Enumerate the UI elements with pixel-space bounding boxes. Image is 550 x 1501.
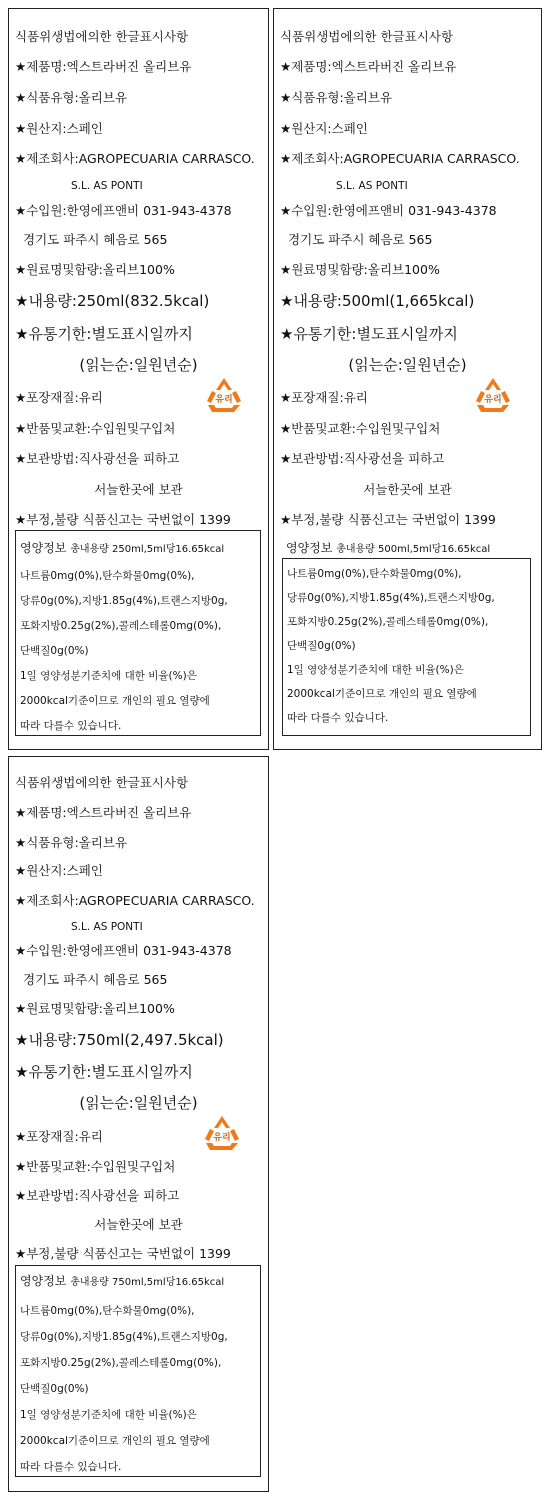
nutrition-line: 당류0g(0%),지방1.85g(4%),트랜스지방0g, bbox=[287, 592, 495, 604]
recycle-glass-icon bbox=[470, 375, 516, 415]
manufacturer-line2: S.L. AS PONTI bbox=[336, 180, 408, 192]
expiry: ★유통기한:별도표시일까지 bbox=[15, 1063, 193, 1081]
address: 경기도 파주시 혜음로 565 bbox=[23, 232, 168, 247]
address: 경기도 파주시 혜음로 565 bbox=[288, 232, 433, 247]
product-name: ★제품명:엑스트라버진 올리브유 bbox=[15, 805, 192, 820]
food-type: ★식품유형:올리브유 bbox=[15, 90, 128, 105]
origin: ★원산지:스페인 bbox=[15, 121, 103, 136]
packaging: ★포장재질:유리 bbox=[280, 390, 368, 405]
report-line: ★부정,불량 식품신고는 국번없이 1399 bbox=[280, 512, 496, 527]
recycle-text: 유리 bbox=[215, 395, 233, 405]
nutrition-line: 나트륨0mg(0%),탄수화물0mg(0%), bbox=[20, 570, 195, 582]
nutrition-box bbox=[15, 530, 261, 736]
nutrition-line: 단백질0g(0%) bbox=[20, 1383, 89, 1395]
food-type: ★식품유형:올리브유 bbox=[280, 90, 393, 105]
manufacturer: ★제조회사:AGROPECUARIA CARRASCO. bbox=[15, 151, 255, 166]
nutrition-line: 2000kcal기준이므로 개인의 필요 열량에 bbox=[20, 1435, 210, 1447]
nutrition-total: 총내용량 750ml,5ml당16.65kcal bbox=[70, 1277, 225, 1288]
expiry-note: (읽는순:일원년순) bbox=[348, 356, 467, 374]
label-750ml bbox=[8, 756, 269, 1492]
nutrition-header bbox=[20, 541, 224, 557]
nutrition-header bbox=[20, 1274, 224, 1290]
label-header: 식품위생법에의한 한글표시사항 bbox=[15, 29, 189, 44]
nutrition-line: 1일 영양성분기준치에 대한 비율(%)은 bbox=[287, 664, 464, 676]
nutrition-title: 영양정보 bbox=[20, 1274, 67, 1288]
storage: ★보관방법:직사광선을 피하고 bbox=[15, 451, 180, 466]
nutrition-line: 단백질0g(0%) bbox=[287, 640, 356, 652]
nutrition-line: 따라 다를수 있습니다. bbox=[287, 712, 389, 724]
label-header: 식품위생법에의한 한글표시사항 bbox=[280, 29, 454, 44]
nutrition-line: 따라 다를수 있습니다. bbox=[20, 1461, 122, 1473]
nutrition-line: 1일 영양성분기준치에 대한 비율(%)은 bbox=[20, 1409, 197, 1421]
nutrition-line: 따라 다를수 있습니다. bbox=[20, 720, 122, 732]
storage-line2: 서늘한곳에 보관 bbox=[363, 482, 452, 497]
importer: ★수입원:한영에프앤비 031-943-4378 bbox=[15, 203, 232, 218]
nutrition-line: 2000kcal기준이므로 개인의 필요 열량에 bbox=[287, 688, 477, 700]
expiry-note: (읽는순:일원년순) bbox=[79, 356, 198, 374]
nutrition-header bbox=[286, 539, 490, 556]
manufacturer-line2: S.L. AS PONTI bbox=[71, 180, 143, 192]
expiry-note: (읽는순:일원년순) bbox=[79, 1094, 198, 1112]
nutrition-line: 당류0g(0%),지방1.85g(4%),트랜스지방0g, bbox=[20, 595, 228, 607]
nutrition-line: 나트륨0mg(0%),탄수화물0mg(0%), bbox=[20, 1305, 195, 1317]
manufacturer-line2: S.L. AS PONTI bbox=[71, 921, 143, 933]
expiry: ★유통기한:별도표시일까지 bbox=[15, 325, 193, 343]
nutrition-title: 영양정보 bbox=[286, 541, 333, 555]
packaging: ★포장재질:유리 bbox=[15, 1129, 103, 1144]
origin: ★원산지:스페인 bbox=[15, 863, 103, 878]
recycle-text: 유리 bbox=[484, 395, 502, 405]
exchange: ★반품및교환:수입원및구입처 bbox=[15, 1159, 176, 1174]
nutrition-line: 단백질0g(0%) bbox=[20, 645, 89, 657]
nutrition-line: 나트륨0mg(0%),탄수화물0mg(0%), bbox=[287, 568, 462, 580]
nutrition-box bbox=[282, 558, 531, 736]
nutrition-line: 2000kcal기준이므로 개인의 필요 열량에 bbox=[20, 695, 210, 707]
exchange: ★반품및교환:수입원및구입처 bbox=[280, 421, 441, 436]
report-line: ★부정,불량 식품신고는 국번없이 1399 bbox=[15, 512, 231, 527]
importer: ★수입원:한영에프앤비 031-943-4378 bbox=[15, 943, 232, 958]
report-line: ★부정,불량 식품신고는 국번없이 1399 bbox=[15, 1246, 231, 1261]
expiry: ★유통기한:별도표시일까지 bbox=[280, 325, 458, 343]
nutrition-box bbox=[15, 1265, 261, 1477]
nutrition-total: 총내용량 250ml,5ml당16.65kcal bbox=[70, 544, 225, 555]
label-500ml bbox=[273, 8, 542, 750]
manufacturer: ★제조회사:AGROPECUARIA CARRASCO. bbox=[15, 893, 255, 908]
nutrition-title: 영양정보 bbox=[20, 541, 67, 555]
ingredients: ★원료명및함량:올리브100% bbox=[15, 262, 175, 277]
packaging: ★포장재질:유리 bbox=[15, 390, 103, 405]
manufacturer: ★제조회사:AGROPECUARIA CARRASCO. bbox=[280, 151, 520, 166]
storage-line2: 서늘한곳에 보관 bbox=[94, 482, 183, 497]
volume: ★내용량:250ml(832.5kcal) bbox=[15, 292, 210, 310]
label-header: 식품위생법에의한 한글표시사항 bbox=[15, 775, 189, 790]
volume: ★내용량:750ml(2,497.5kcal) bbox=[15, 1031, 224, 1049]
nutrition-line: 포화지방0.25g(2%),콜레스테롤0mg(0%), bbox=[287, 616, 489, 628]
nutrition-line: 포화지방0.25g(2%),콜레스테롤0mg(0%), bbox=[20, 1357, 222, 1369]
importer: ★수입원:한영에프앤비 031-943-4378 bbox=[280, 203, 497, 218]
nutrition-line: 당류0g(0%),지방1.85g(4%),트랜스지방0g, bbox=[20, 1331, 228, 1343]
storage-line2: 서늘한곳에 보관 bbox=[94, 1217, 183, 1232]
nutrition-line: 1일 영양성분기준치에 대한 비율(%)은 bbox=[20, 670, 197, 682]
volume: ★내용량:500ml(1,665kcal) bbox=[280, 292, 475, 310]
recycle-text: 유리 bbox=[213, 1133, 231, 1143]
food-type: ★식품유형:올리브유 bbox=[15, 835, 128, 850]
address: 경기도 파주시 혜음로 565 bbox=[23, 972, 168, 987]
product-name: ★제품명:엑스트라버진 올리브유 bbox=[280, 59, 457, 74]
ingredients: ★원료명및함량:올리브100% bbox=[15, 1001, 175, 1016]
label-250ml bbox=[8, 8, 269, 750]
nutrition-total: 총내용량 500ml,5ml당16.65kcal bbox=[336, 544, 491, 555]
exchange: ★반품및교환:수입원및구입처 bbox=[15, 421, 176, 436]
storage: ★보관방법:직사광선을 피하고 bbox=[15, 1188, 180, 1203]
nutrition-line: 포화지방0.25g(2%),콜레스테롤0mg(0%), bbox=[20, 620, 222, 632]
recycle-glass-icon bbox=[201, 375, 247, 415]
origin: ★원산지:스페인 bbox=[280, 121, 368, 136]
storage: ★보관방법:직사광선을 피하고 bbox=[280, 451, 445, 466]
recycle-glass-icon bbox=[199, 1113, 245, 1153]
ingredients: ★원료명및함량:올리브100% bbox=[280, 262, 440, 277]
product-name: ★제품명:엑스트라버진 올리브유 bbox=[15, 59, 192, 74]
